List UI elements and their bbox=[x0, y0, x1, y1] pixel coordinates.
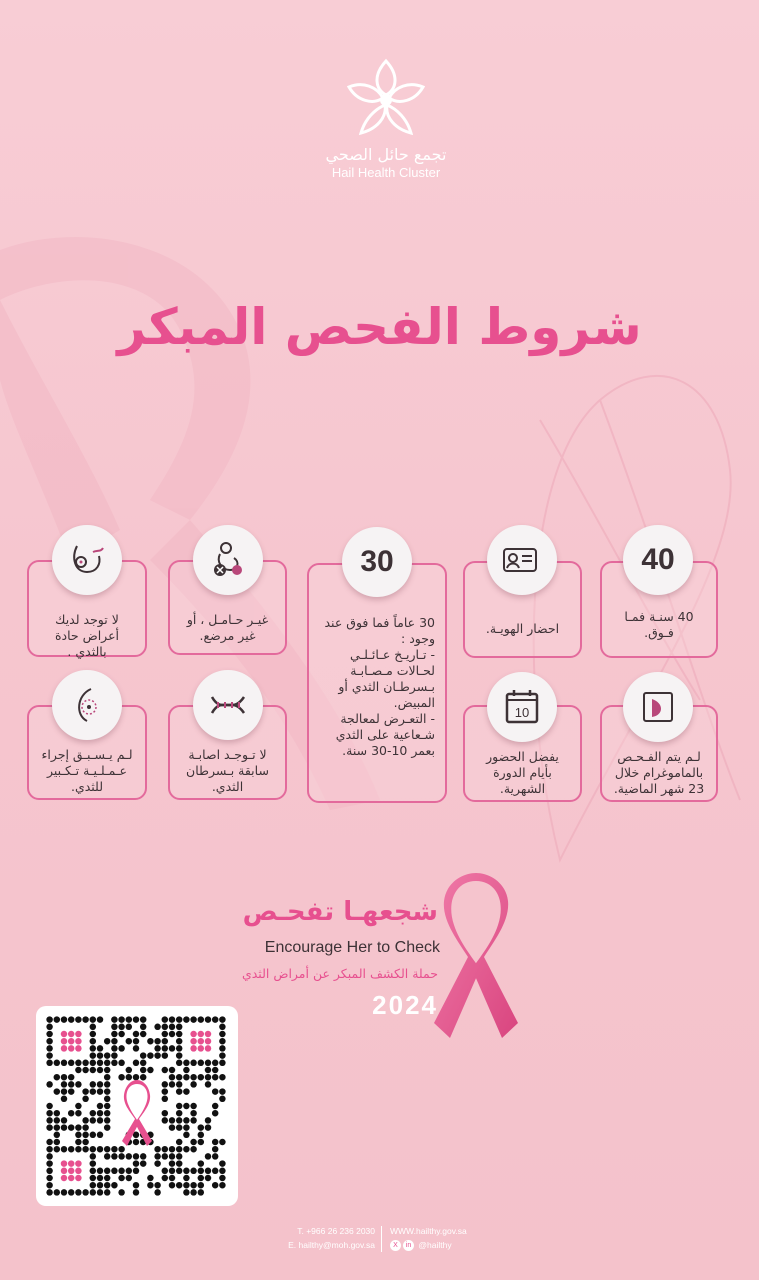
condition-text: غيـر حـامـل ، أو غير مرضع. bbox=[186, 612, 269, 643]
condition-text: لـم يتم الفـحـص بالماموغرام خلال 23 شهر الماضية. bbox=[613, 749, 705, 796]
breast-exam-icon bbox=[52, 525, 122, 595]
condition-text bbox=[319, 615, 435, 759]
family-line: - تـاريـخ عـائـلـي bbox=[350, 647, 435, 662]
family-line: بعمر 10-30 سنة. bbox=[342, 743, 435, 758]
footer-web bbox=[390, 1226, 467, 1251]
flower-logo-icon bbox=[343, 55, 429, 141]
calendar-icon-text: 10 bbox=[514, 705, 530, 720]
family-line: لحـالات مـصـابـة bbox=[350, 663, 435, 678]
logo-arabic-text: تجمع حائل الصحي bbox=[325, 145, 447, 164]
dna-icon bbox=[193, 670, 263, 740]
campaign-subtitle: حملة الكشف المبكر عن أمراض الثدي bbox=[241, 966, 438, 981]
condition-card-family-history bbox=[307, 563, 447, 803]
condition-text: لا تـوجـد اصابـة سابقة بـسرطان الثدي. bbox=[186, 747, 269, 794]
id-card-icon bbox=[487, 525, 557, 595]
linkedin-icon[interactable]: in bbox=[403, 1240, 414, 1251]
condition-text: لـم يـسـبـق إجراء عـمـلـيـة تـكـبير للثدي. bbox=[41, 747, 133, 794]
page-title: شروط الفحص المبكر bbox=[117, 298, 642, 356]
age-40-icon-text: 40 bbox=[641, 543, 675, 576]
pink-ribbon-icon bbox=[428, 873, 524, 1048]
logo-english-text: Hail Health Cluster bbox=[331, 165, 441, 180]
campaign-year: 2024 bbox=[372, 990, 438, 1020]
condition-text: لا توجد لديك أعراض حادة بالثدي . bbox=[54, 612, 120, 659]
footer-divider bbox=[381, 1226, 382, 1252]
hail-health-cluster-logo bbox=[316, 55, 456, 180]
footer-phone: T. +966 26 236 2030 bbox=[297, 1226, 375, 1236]
breast-implant-icon bbox=[52, 670, 122, 740]
condition-text: 40 سنـة فمـا فـوق. bbox=[624, 609, 694, 640]
family-line: وجود : bbox=[401, 631, 435, 646]
family-line: شـعاعية على الثدي bbox=[335, 727, 435, 742]
pregnant-woman-icon bbox=[193, 525, 263, 595]
family-line: - التعـرض لمعالجة bbox=[340, 711, 435, 726]
footer-contacts bbox=[275, 1226, 375, 1250]
footer-website[interactable]: WWW.hailthy.gov.sa bbox=[390, 1226, 467, 1236]
age-30-icon bbox=[342, 527, 412, 597]
condition-text: احضار الهويـة. bbox=[485, 621, 560, 636]
footer-handle[interactable]: @hailthy bbox=[418, 1240, 452, 1250]
footer-social bbox=[390, 1240, 467, 1251]
slogan-english: Encourage Her to Check bbox=[264, 939, 440, 956]
qr-code[interactable] bbox=[36, 1006, 238, 1206]
family-line: بـسرطـان الثدي أو bbox=[338, 679, 435, 694]
family-line: 30 عاماً فما فوق عند bbox=[324, 615, 435, 630]
footer-email: E. hailthy@moh.gov.sa bbox=[288, 1240, 375, 1250]
x-icon[interactable]: X bbox=[390, 1240, 401, 1251]
family-line: المبيض. bbox=[393, 695, 435, 710]
condition-text: يفضل الحضور بأيام الدورة الشهرية. bbox=[486, 749, 559, 796]
slogan-arabic: شجعهـا تفحـص bbox=[242, 897, 438, 927]
age-40-icon bbox=[623, 525, 693, 595]
age-30-icon-text: 30 bbox=[360, 545, 394, 578]
mammogram-icon bbox=[623, 672, 693, 742]
calendar-icon bbox=[487, 672, 557, 742]
